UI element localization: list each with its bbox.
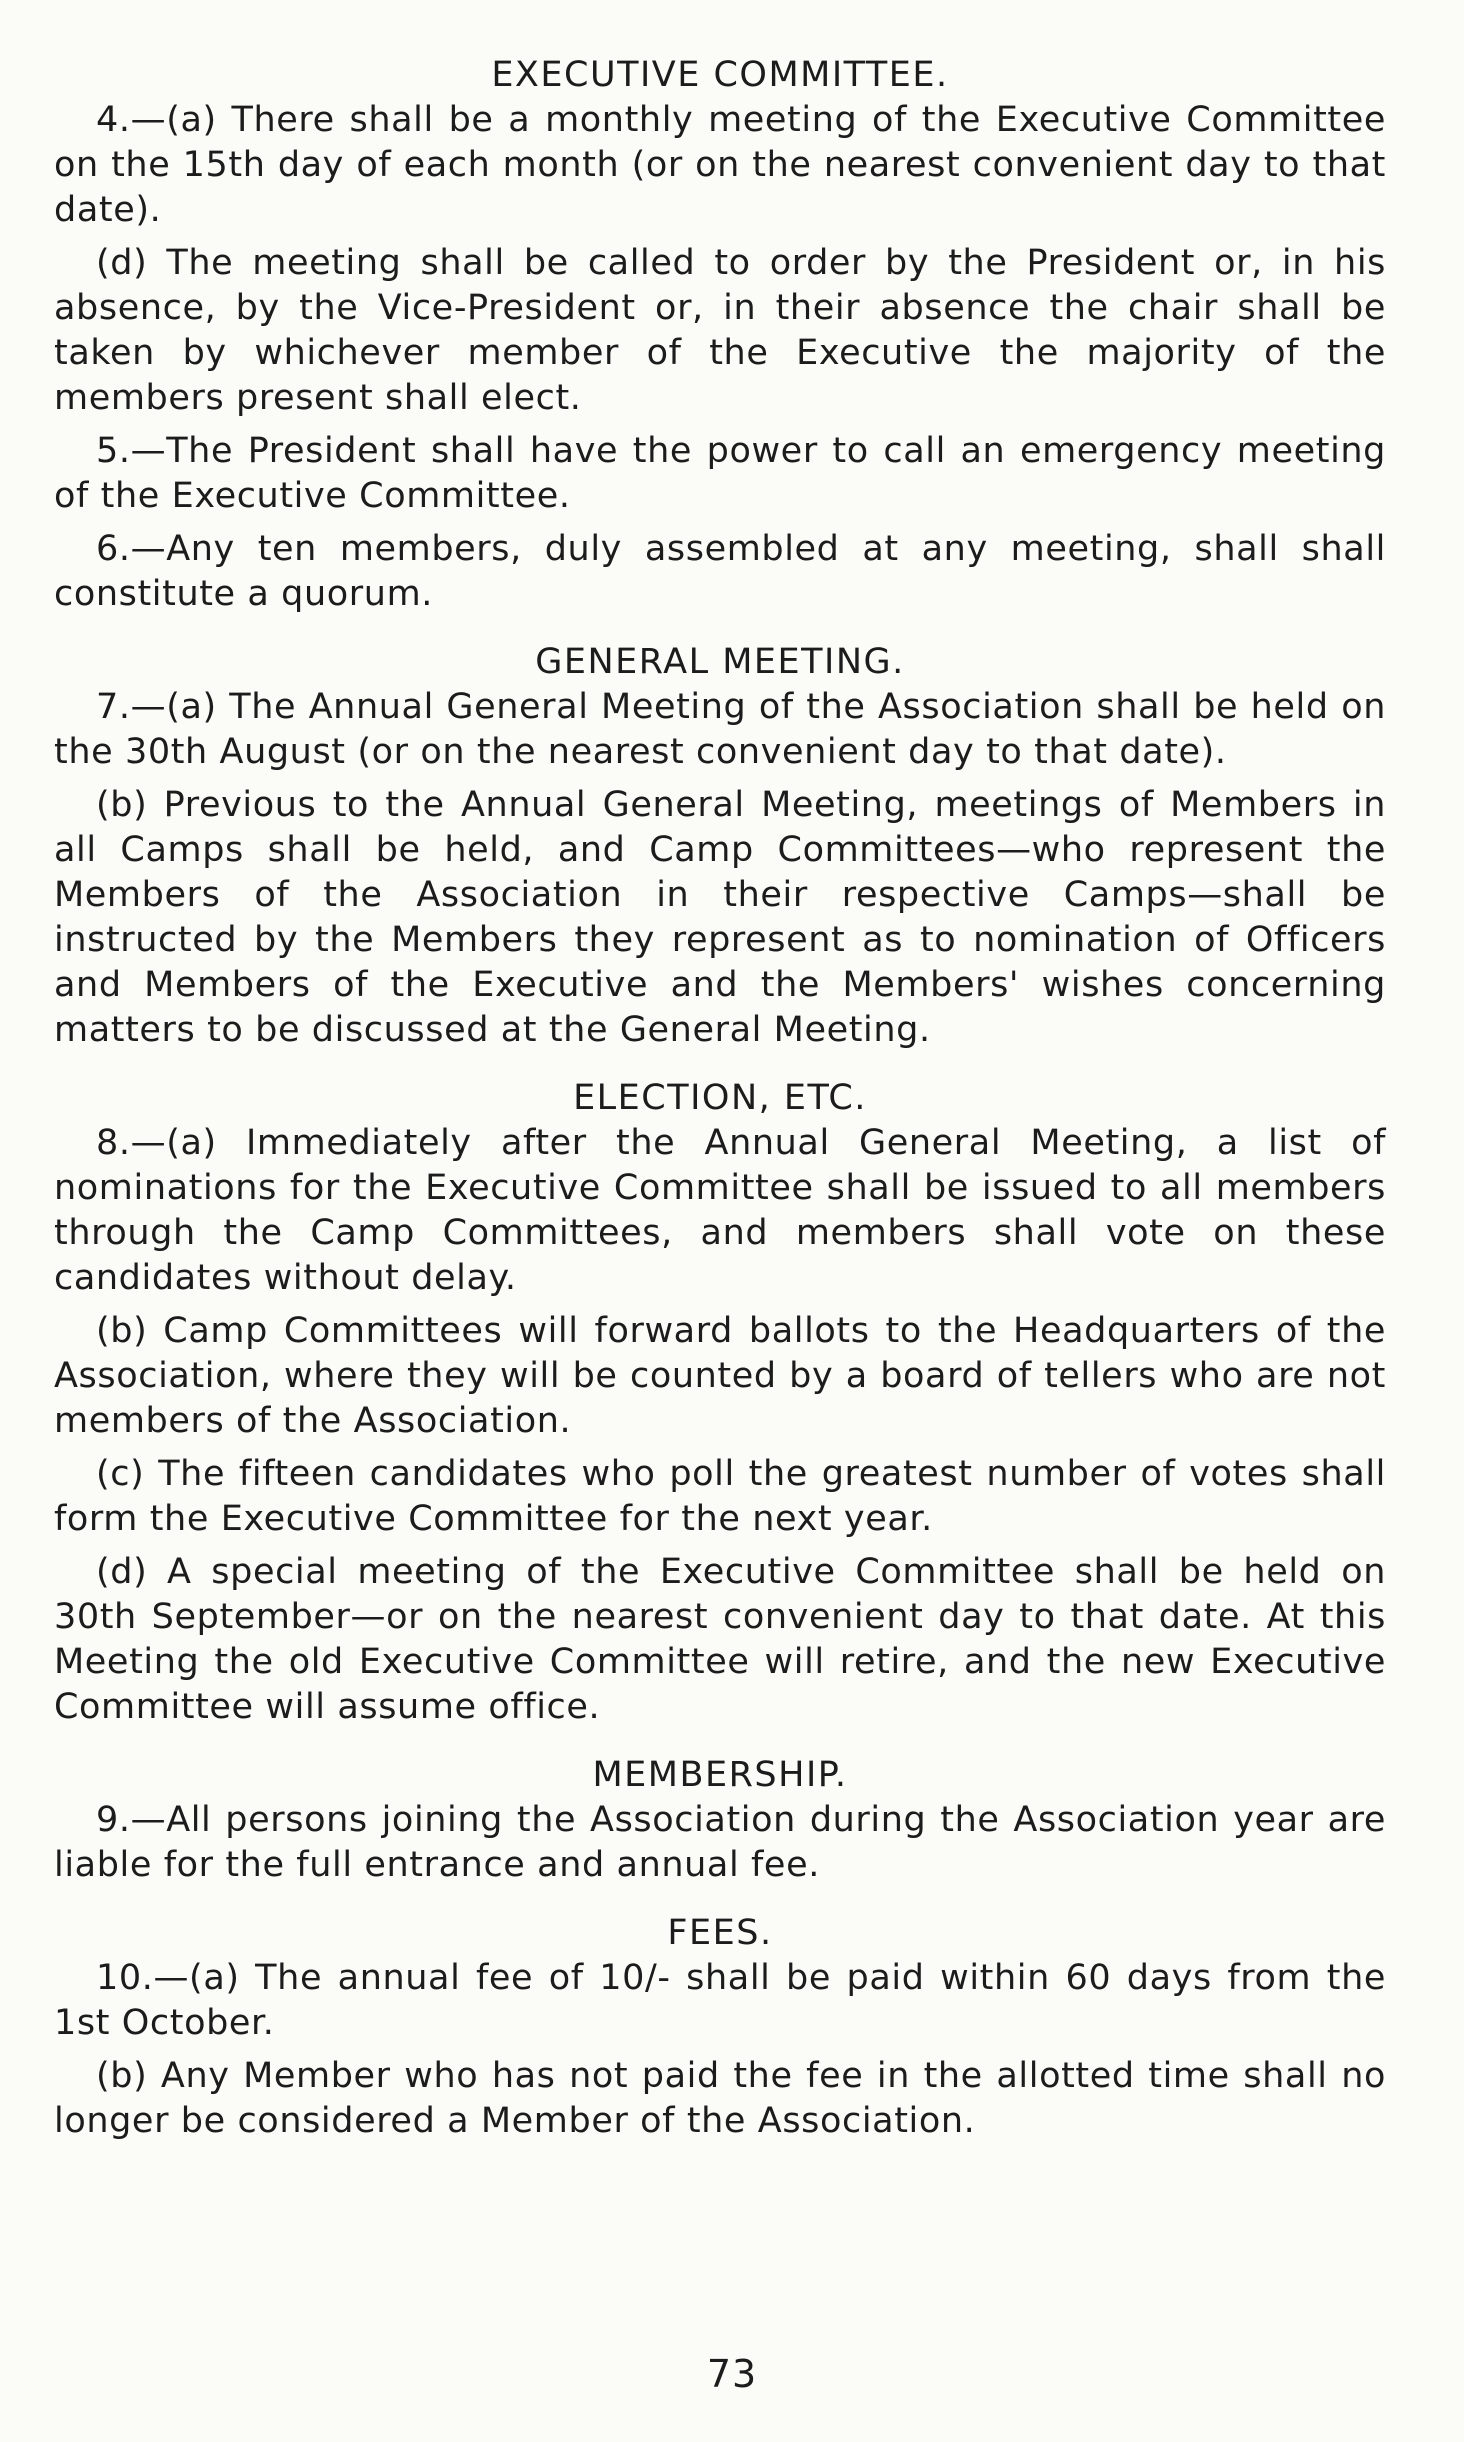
section-general-meeting: [54, 639, 1386, 1053]
paragraph: 4.—(a) There shall be a monthly meeting of the Executive Committee on the 15th day of each month (or on the nearest convenient day to that date).: [54, 100, 1386, 230]
section-heading: MEMBERSHIP.: [592, 1755, 848, 1795]
paragraph: (b) Camp Committees will forward ballots to the Headquarters of the Association, where they will be counted by a board of tellers who are not members of the Association.: [54, 1311, 1386, 1441]
paragraph: (d) A special meeting of the Executive Committee shall be held on 30th September—or on the nearest convenient day to that date. At this Meeting the old Executive Committee will retire, and the new Executive Committee will assume office.: [54, 1552, 1386, 1727]
section-membership: [54, 1752, 1386, 1888]
paragraph: (c) The fifteen candidates who poll the greatest number of votes shall form the Executive Committee for the next year.: [54, 1454, 1386, 1539]
paragraph: (b) Any Member who has not paid the fee in the allotted time shall no longer be considered a Member of the Association.: [54, 2056, 1386, 2141]
paragraph: 8.—(a) Immediately after the Annual General Meeting, a list of nominations for the Executive Committee shall be issued to all members through the Camp Committees, and members shall vote on these candidates without delay.: [54, 1123, 1386, 1298]
paragraph: 9.—All persons joining the Association during the Association year are liable for the full entrance and annual fee.: [54, 1800, 1386, 1885]
paragraph: (b) Previous to the Annual General Meeting, meetings of Members in all Camps shall be held, and Camp Committees—who represent the Members of the Association in their respective Camps—shall be instructed by the Members they represent as to nomination of Officers and Members of the Executive and the Members' wishes concerning matters to be discussed at the General Meeting.: [54, 785, 1386, 1050]
section-election: [54, 1075, 1386, 1730]
section-heading: ELECTION, ETC.: [573, 1078, 867, 1118]
paragraph: 10.—(a) The annual fee of 10/- shall be paid within 60 days from the 1st October.: [54, 1958, 1386, 2043]
paragraph: 5.—The President shall have the power to call an emergency meeting of the Executive Committee.: [54, 431, 1386, 516]
paragraph: (d) The meeting shall be called to order by the President or, in his absence, by the Vice-President or, in their absence the chair shall be taken by whichever member of the Executive the majority of the members present shall elect.: [54, 243, 1386, 418]
paragraph: 7.—(a) The Annual General Meeting of the Association shall be held on the 30th August (or on the nearest convenient day to that date).: [54, 687, 1386, 772]
section-heading: EXECUTIVE COMMITTEE.: [491, 55, 949, 95]
section-heading: FEES.: [667, 1913, 773, 1953]
section-heading: GENERAL MEETING.: [535, 642, 905, 682]
section-executive-committee: [54, 52, 1386, 617]
section-fees: [54, 1910, 1386, 2144]
page-number: 73: [706, 2352, 758, 2396]
paragraph: 6.—Any ten members, duly assembled at any meeting, shall shall constitute a quorum.: [54, 529, 1386, 614]
